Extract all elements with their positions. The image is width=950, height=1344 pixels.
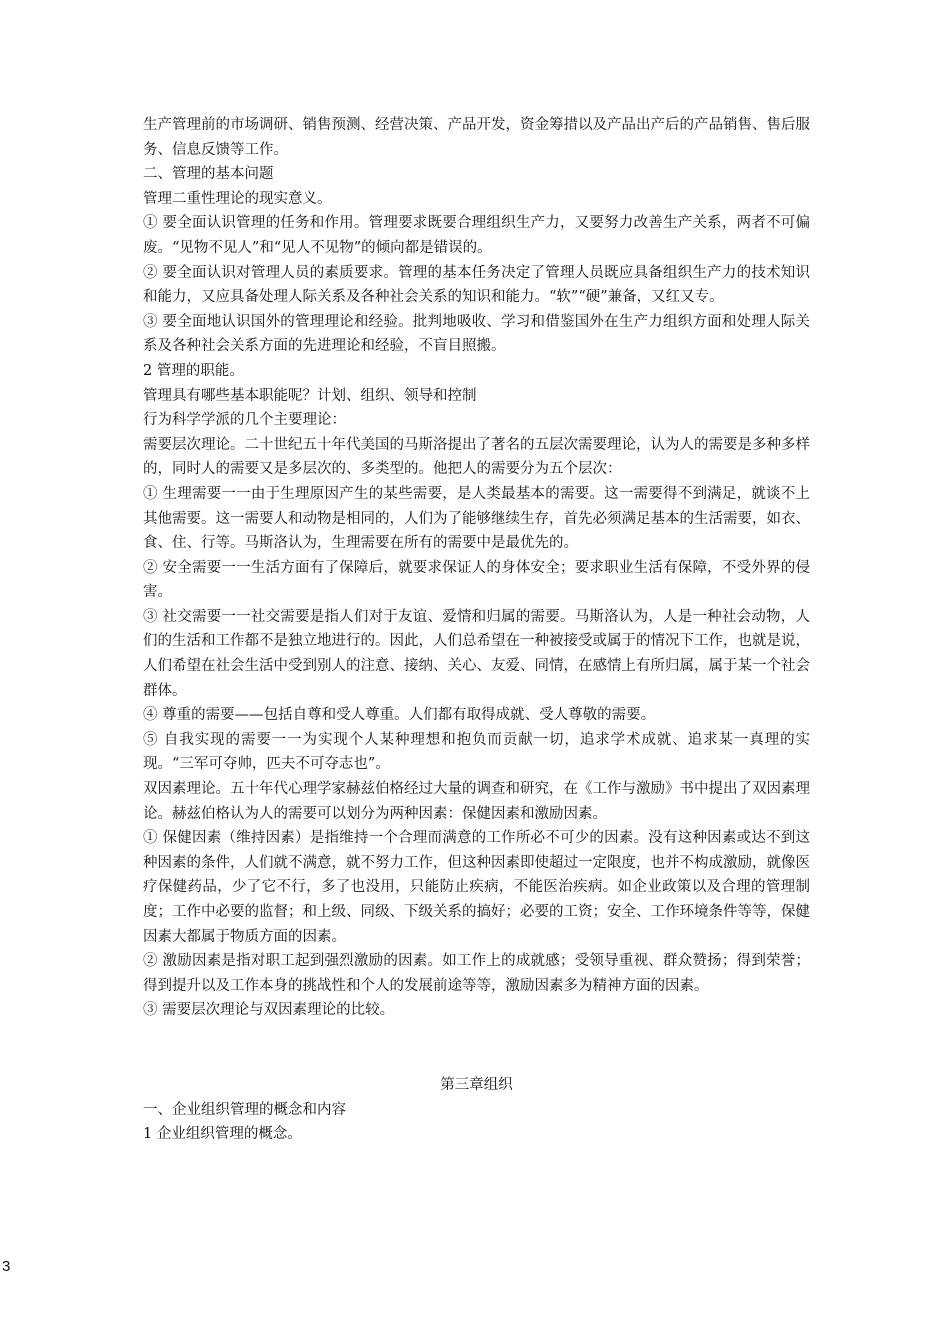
list-item: ② 要全面认识对管理人员的素质要求。管理的基本任务决定了管理人员既应具备组织生产力的技术知识和能力，又应具备处理人际关系及各种社会关系的知识和能力。“软”“硬”兼备，又红又专。 — [143, 264, 810, 306]
section-heading: 一、企业组织管理的概念和内容 — [143, 1101, 346, 1118]
chapter-title: 第三章组织 — [440, 1076, 513, 1093]
paragraph: 管理具有哪些基本职能呢？计划、组织、领导和控制 — [143, 387, 477, 404]
subsection-heading: 2 管理的职能。 — [143, 362, 244, 379]
paragraph: 生产管理前的市场调研、销售预测、经营决策、产品开发，资金筹措以及产品出产后的产品销售、售后服务、信息反馈等工作。 — [143, 117, 810, 158]
list-item: ① 生理需要一一由于生理原因产生的某些需要，是人类最基本的需要。这一需要得不到满足，就谈不上其他需要。这一需要人和动物是相同的，人们为了能够继续生存，首先必须满足基本的生活需要，如衣、食、住、行等。马斯洛认为，生理需要在所有的需要中是最优先的。 — [143, 485, 810, 552]
list-item: ③ 要全面地认识国外的管理理论和经验。批判地吸收、学习和借鉴国外在生产力组织方面和处理人际关系及各种社会关系方面的先进理论和经验，不盲目照搬。 — [143, 313, 810, 355]
subsection-heading: 1 企业组织管理的概念。 — [143, 1126, 302, 1143]
paragraph: 需要层次理论。二十世纪五十年代美国的马斯洛提出了著名的五层次需要理论，认为人的需要是多种多样的，同时人的需要又是多层次的、多类型的。他把人的需要分为五个层次： — [143, 436, 810, 478]
page-number: 3 — [2, 1258, 11, 1275]
list-item: ② 安全需要一一生活方面有了保障后，就要求保证人的身体安全；要求职业生活有保障，不受外界的侵害。 — [143, 559, 810, 601]
page-body — [143, 113, 810, 1147]
section-heading: 二、管理的基本问题 — [143, 166, 274, 183]
paragraph: 行为科学学派的几个主要理论： — [143, 412, 346, 429]
paragraph: 管理二重性理论的现实意义。 — [143, 190, 332, 207]
list-item: ③ 社交需要一一社交需要是指人们对于友谊、爱情和归属的需要。马斯洛认为，人是一种社会动物，人们的生活和工作都不是独立地进行的。因此，人们总希望在一种被接受或属于的情况下工作，也就是说，人们希望在社会生活中受到别人的注意、接纳、关心、友爱、同情，在感情上有所归属，属于某一个社会群体。 — [143, 608, 810, 699]
list-item: ① 保健因素（维持因素）是指维持一个合理而满意的工作所必不可少的因素。没有这种因素或达不到这种因素的条件，人们就不满意，就不努力工作，但这种因素即使超过一定限度，也并不构成激励，就像医疗保健药品，少了它不行，多了也没用，只能防止疾病，不能医治疾病。如企业政策以及合理的管理制度；工作中必要的监督；和上级、同级、下级关系的搞好；必要的工资；安全、工作环境条件等等，保健因素大都属于物质方面的因素。 — [143, 830, 810, 945]
list-item: ③ 需要层次理论与双因素理论的比较。 — [143, 1002, 395, 1019]
paragraph: 双因素理论。五十年代心理学家赫兹伯格经过大量的调查和研究，在《工作与激励》书中提出了双因素理论。赫兹伯格认为人的需要可以划分为两种因素：保健因素和激励因素。 — [143, 781, 810, 822]
list-item: ④ 尊重的需要——包括自尊和受人尊重。人们都有取得成就、受人尊敬的需要。 — [143, 707, 656, 724]
spacer — [143, 1023, 810, 1073]
list-item: ② 激励因素是指对职工起到强烈激励的因素。如工作上的成就感；受领导重视、群众赞扬；得到荣誉；得到提升以及工作本身的挑战性和个人的发展前途等等，激励因素多为精神方面的因素。 — [143, 953, 810, 994]
list-item: ⑤ 自我实现的需要一一为实现个人某种理想和抱负而贡献一切，追求学术成就、追求某一真理的实现。“三军可夺帅，匹夫不可夺志也”。 — [143, 731, 810, 773]
list-item: ① 要全面认识管理的任务和作用。管理要求既要合理组织生产力，又要努力改善生产关系，两者不可偏废。“见物不见人”和“见人不见物”的倾向都是错误的。 — [143, 215, 810, 256]
